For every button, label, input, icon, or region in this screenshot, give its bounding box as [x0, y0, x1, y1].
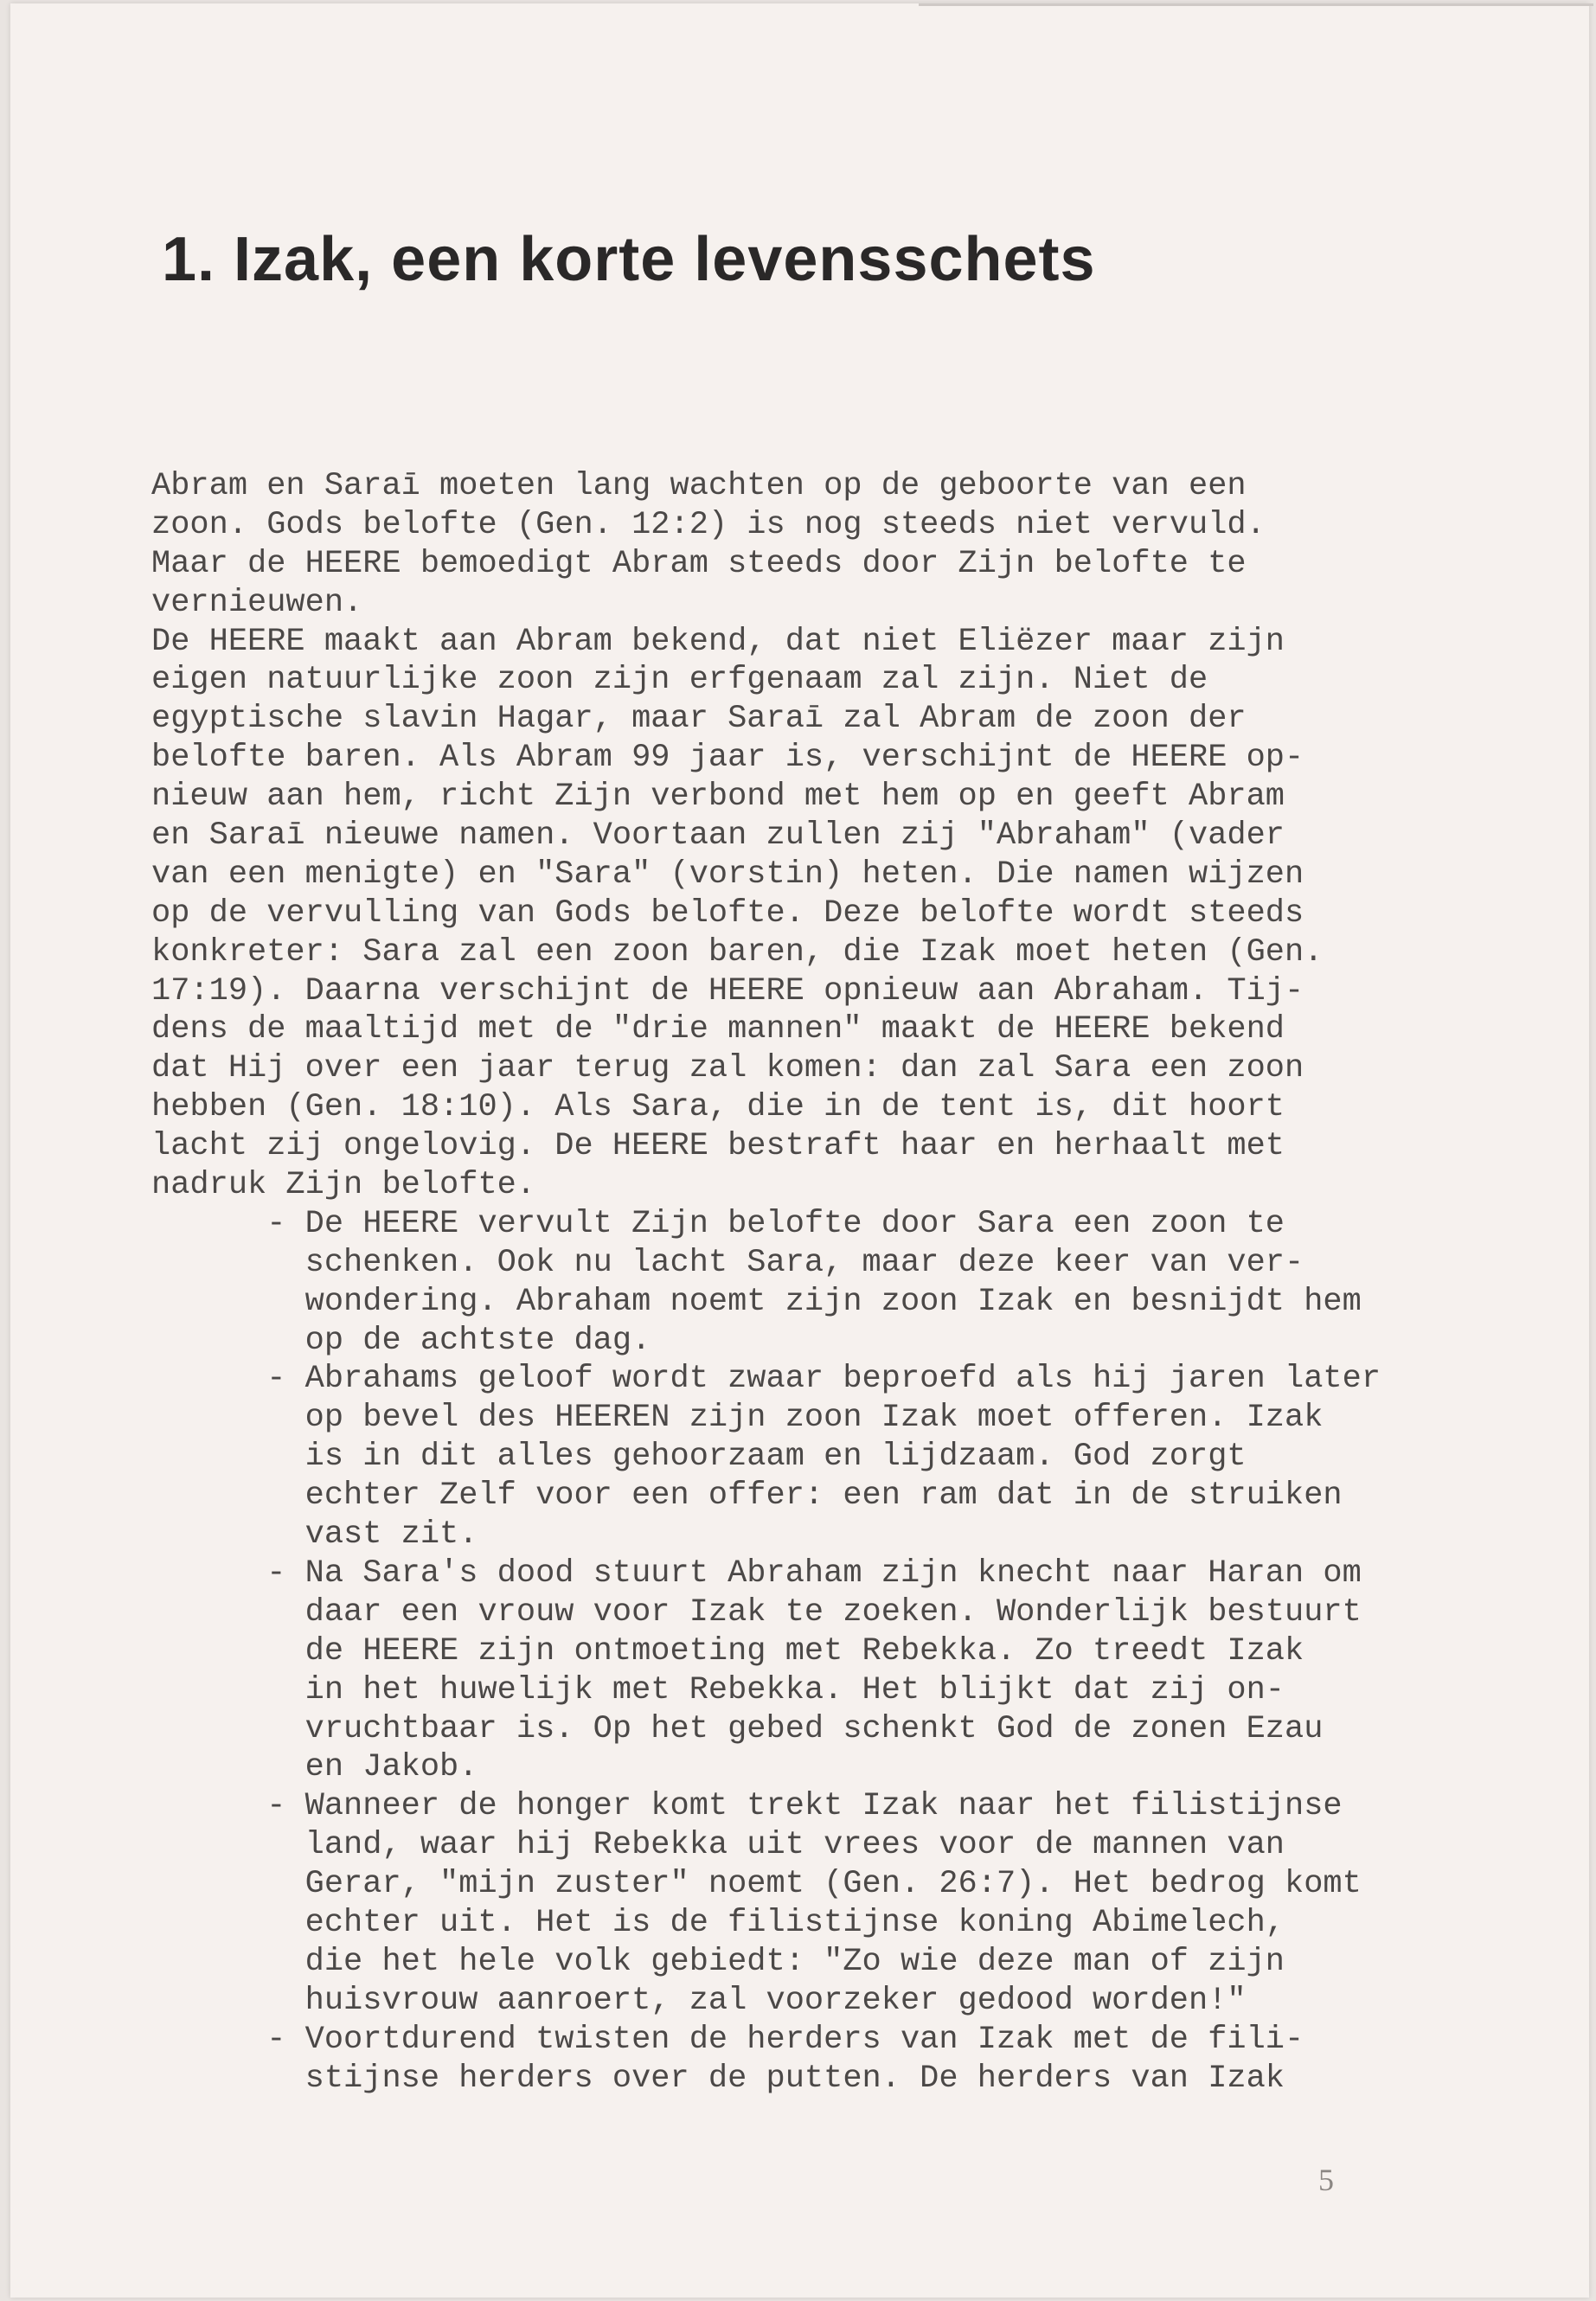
text-line: dens de maaltijd met de "drie mannen" maakt de HEERE bekend: [151, 1011, 1285, 1048]
list-item-line: schenken. Ook nu lacht Sara, maar deze keer van ver-: [151, 1244, 1304, 1281]
text-line: hebben (Gen. 18:10). Als Sara, die in de tent is, dit hoort: [151, 1089, 1285, 1126]
list-item-line: in het huwelijk met Rebekka. Het blijkt dat zij on-: [151, 1671, 1285, 1708]
text-line: dat Hij over een jaar terug zal komen: dan zal Sara een zoon: [151, 1050, 1304, 1087]
text-line: en Saraī nieuwe namen. Voortaan zullen zij "Abraham" (vader: [151, 817, 1285, 855]
list-item-line: vast zit.: [151, 1516, 478, 1554]
list-item-line: huisvrouw aanroert, zal voorzeker gedood worden!": [151, 1982, 1247, 2019]
list-item-line: daar een vrouw voor Izak te zoeken. Wonderlijk bestuurt: [151, 1593, 1362, 1631]
text-line: 17:19). Daarna verschijnt de HEERE opnieuw aan Abraham. Tij-: [151, 972, 1304, 1009]
text-line: Abram en Saraī moeten lang wachten op de geboorte van een: [151, 468, 1247, 504]
document-page: [10, 3, 1589, 2298]
text-line: nieuw aan hem, richt Zijn verbond met hem op en geeft Abram: [151, 779, 1285, 816]
list-item-line: wondering. Abraham noemt zijn zoon Izak en besnijdt hem: [151, 1283, 1362, 1320]
list-item-line: echter Zelf voor een offer: een ram dat in de struiken: [151, 1477, 1343, 1515]
list-item-line: land, waar hij Rebekka uit vrees voor de mannen van: [151, 1827, 1285, 1864]
text-line: nadruk Zijn belofte.: [151, 1167, 536, 1204]
list-item-line: is in dit alles gehoorzaam en lijdzaam. God zorgt: [151, 1439, 1247, 1476]
text-line: belofte baren. Als Abram 99 jaar is, verschijnt de HEERE op-: [151, 740, 1304, 777]
list-item-line: - Abrahams geloof wordt zwaar beproefd als hij jaren later: [151, 1361, 1381, 1398]
list-item-line: op bevel des HEEREN zijn zoon Izak moet offeren. Izak: [151, 1400, 1324, 1437]
text-line: egyptische slavin Hagar, maar Saraī zal Abram de zoon der: [151, 701, 1247, 738]
page-number: 5: [1318, 2163, 1334, 2197]
list-item-line: - De HEERE vervult Zijn belofte door Sara een zoon te: [151, 1205, 1285, 1242]
list-item-line: en Jakob.: [151, 1749, 478, 1786]
list-item-line: die het hele volk gebiedt: "Zo wie deze man of zijn: [151, 1943, 1285, 1980]
text-line: lacht zij ongelovig. De HEERE bestraft haar en herhaalt met: [151, 1128, 1285, 1165]
text-line: van een menigte) en "Sara" (vorstin) heten. Die namen wijzen: [151, 856, 1304, 893]
list-item-line: - Voortdurend twisten de herders van Izak met de fili-: [151, 2021, 1304, 2058]
text-line: konkreter: Sara zal een zoon baren, die Izak moet heten (Gen.: [151, 933, 1324, 971]
list-item-line: echter uit. Het is de filistijnse koning Abimelech,: [151, 1904, 1285, 1941]
text-line: vernieuwen.: [151, 584, 363, 621]
text-line: Maar de HEERE bemoedigt Abram steeds door Zijn belofte te: [151, 545, 1247, 582]
top-edge-rule: [919, 3, 1593, 6]
text-line: De HEERE maakt aan Abram bekend, dat niet Eliëzer maar zijn: [151, 623, 1285, 660]
list-item-line: - Wanneer de honger komt trekt Izak naar het filistijnse: [151, 1788, 1343, 1825]
list-item-line: stijnse herders over de putten. De herders van Izak: [151, 2060, 1285, 2097]
text-line: op de vervulling van Gods belofte. Deze belofte wordt steeds: [151, 894, 1304, 932]
body-text: [151, 467, 1484, 2098]
list-item-line: Gerar, "mijn zuster" noemt (Gen. 26:7). Het bedrog komt: [151, 1866, 1362, 1903]
text-line: eigen natuurlijke zoon zijn erfgenaam zal zijn. Niet de: [151, 662, 1208, 699]
list-item-line: op de achtste dag.: [151, 1322, 651, 1359]
chapter-title: 1. Izak, een korte levensschets: [162, 225, 1096, 294]
list-item-line: - Na Sara's dood stuurt Abraham zijn knecht naar Haran om: [151, 1554, 1362, 1592]
text-line: zoon. Gods belofte (Gen. 12:2) is nog steeds niet vervuld.: [151, 506, 1266, 543]
list-item-line: vruchtbaar is. Op het gebed schenkt God de zonen Ezau: [151, 1710, 1324, 1747]
list-item-line: de HEERE zijn ontmoeting met Rebekka. Zo treedt Izak: [151, 1632, 1304, 1670]
